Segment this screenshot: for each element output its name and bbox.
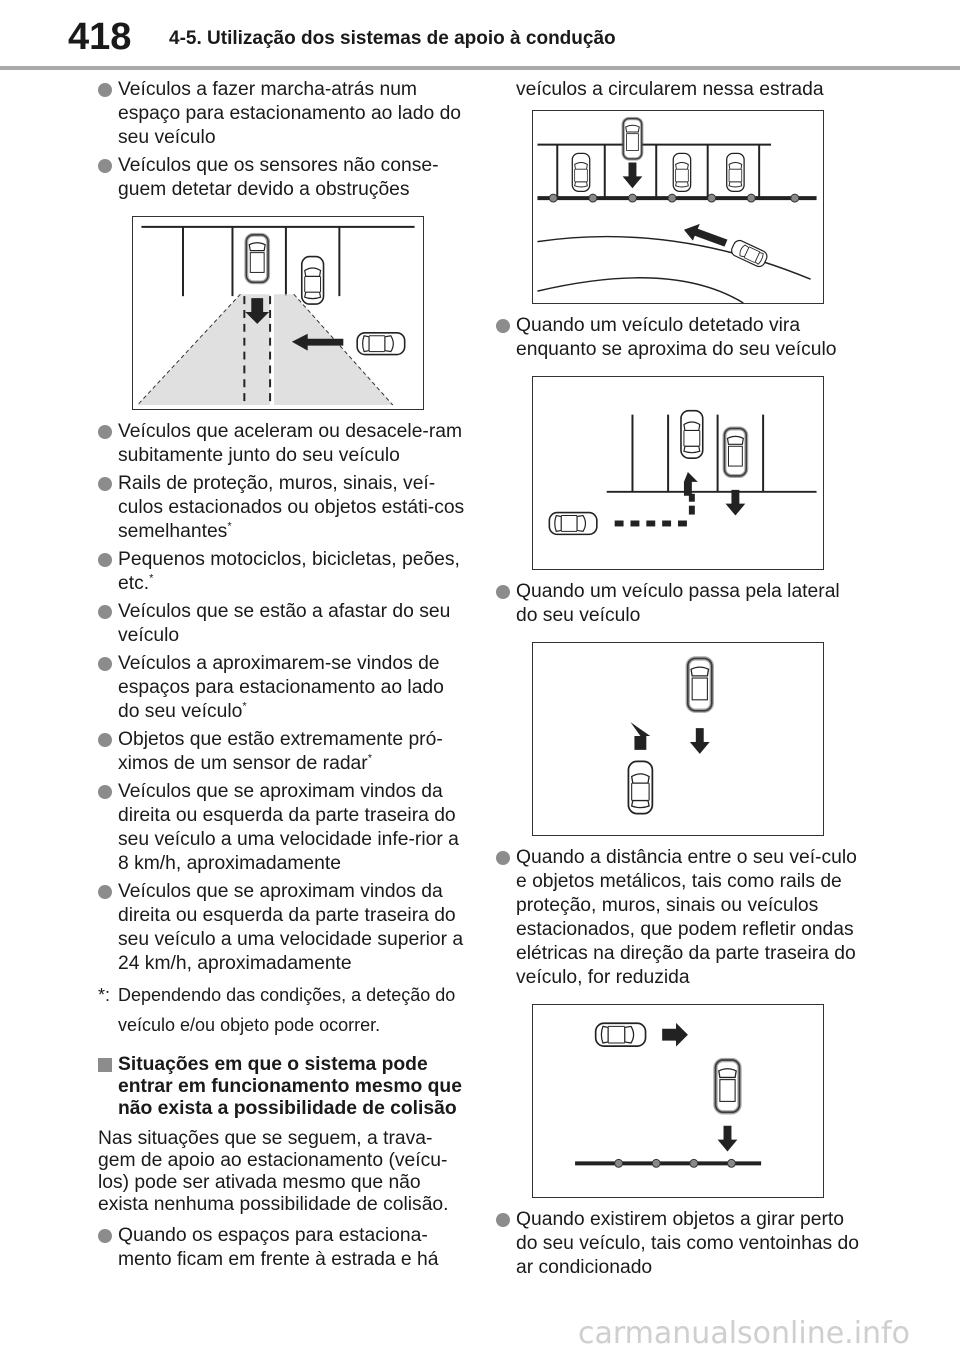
header-divider (0, 66, 960, 70)
bullet-icon (98, 159, 112, 173)
bullet-icon (496, 319, 510, 333)
list-item: Pequenos motociclos, bicicletas, peões, etc.* (98, 548, 468, 596)
section-title: 4-5. Utilização dos sistemas de apoio à condução (169, 28, 616, 49)
bullet-icon (98, 553, 112, 567)
bullet-icon (98, 425, 112, 439)
subheading: Situações em que o sistema pode entrar em funcionamento mesmo que não exista a possibilidade de colisão (98, 1054, 468, 1120)
page-header (0, 0, 960, 70)
square-bullet-icon (98, 1058, 112, 1072)
figure-vehicle-turns (532, 376, 824, 570)
figure-obstruction (132, 216, 424, 410)
right-column (496, 78, 866, 1284)
bullet-icon (98, 885, 112, 899)
footer-watermark: carmanualsonline.info (578, 1316, 910, 1351)
list-item: Rails de proteção, muros, sinais, veí-culos estacionados ou objetos estáti-cos semelhantes* (98, 472, 468, 544)
figure-vehicle-passes (532, 642, 824, 836)
list-item: Veículos a fazer marcha-atrás num espaço para estacionamento ao lado do seu veículo (98, 78, 468, 150)
figure-road-front (532, 110, 824, 304)
list-item: Veículos que se estão a afastar do seu veículo (98, 600, 468, 648)
bullet-icon (98, 785, 112, 799)
list-item: Veículos a aproximarem-se vindos de espaços para estacionamento ao lado do seu veículo* (98, 652, 468, 724)
list-item: Veículos que os sensores não conse-guem detetar devido a obstruções (98, 154, 468, 202)
bullet-icon (98, 1229, 112, 1243)
list-item: Quando um veículo passa pela lateral do seu veículo (496, 580, 866, 628)
left-column (98, 78, 468, 1276)
list-item: Objetos que estão extremamente pró-ximos de um sensor de radar* (98, 728, 468, 776)
bullet-icon (98, 605, 112, 619)
bullet-icon (496, 851, 510, 865)
page-number: 418 (68, 16, 132, 58)
continuation-text: veículos a circularem nessa estrada (516, 79, 824, 100)
list-item: Veículos que aceleram ou desacele-ram subitamente junto do seu veículo (98, 420, 468, 468)
list-item: Quando os espaços para estaciona-mento ficam em frente à estrada e há (98, 1224, 468, 1272)
list-item: Quando a distância entre o seu veí-culo e objetos metálicos, tais como rails de proteção, muros, sinais ou veículos estacionados, que podem refletir ondas elétricas na direção da parte traseira do veículo, for reduzida (496, 846, 866, 990)
footnote-mark: *: (98, 985, 111, 1005)
figure-metal-objects (532, 1004, 824, 1198)
bullet-icon (98, 83, 112, 97)
bullet-icon (496, 1213, 510, 1227)
list-item: Veículos que se aproximam vindos da direita ou esquerda da parte traseira do seu veículo a uma velocidade infe-rior a 8 km/h, aproximadamente (98, 780, 468, 876)
footnote: *: Dependendo das condições, a deteção do veículo e/ou objeto pode ocorrer. (98, 980, 468, 1040)
paragraph: Nas situações que se seguem, a trava-gem de apoio ao estacionamento (veícu-los) pode ser ativada mesmo que não exista nenhuma possibilidade de colisão. (98, 1128, 449, 1215)
list-item: Quando existirem objetos a girar perto do seu veículo, tais como ventoinhas do ar condicionado (496, 1208, 866, 1280)
bullet-icon (98, 477, 112, 491)
bullet-icon (98, 733, 112, 747)
bullet-icon (98, 657, 112, 671)
list-item: Quando um veículo detetado vira enquanto se aproxima do seu veículo (496, 314, 866, 362)
list-item: Veículos que se aproximam vindos da direita ou esquerda da parte traseira do seu veículo a uma velocidade superior a 24 km/h, aproximadamente (98, 880, 468, 976)
bullet-icon (496, 585, 510, 599)
